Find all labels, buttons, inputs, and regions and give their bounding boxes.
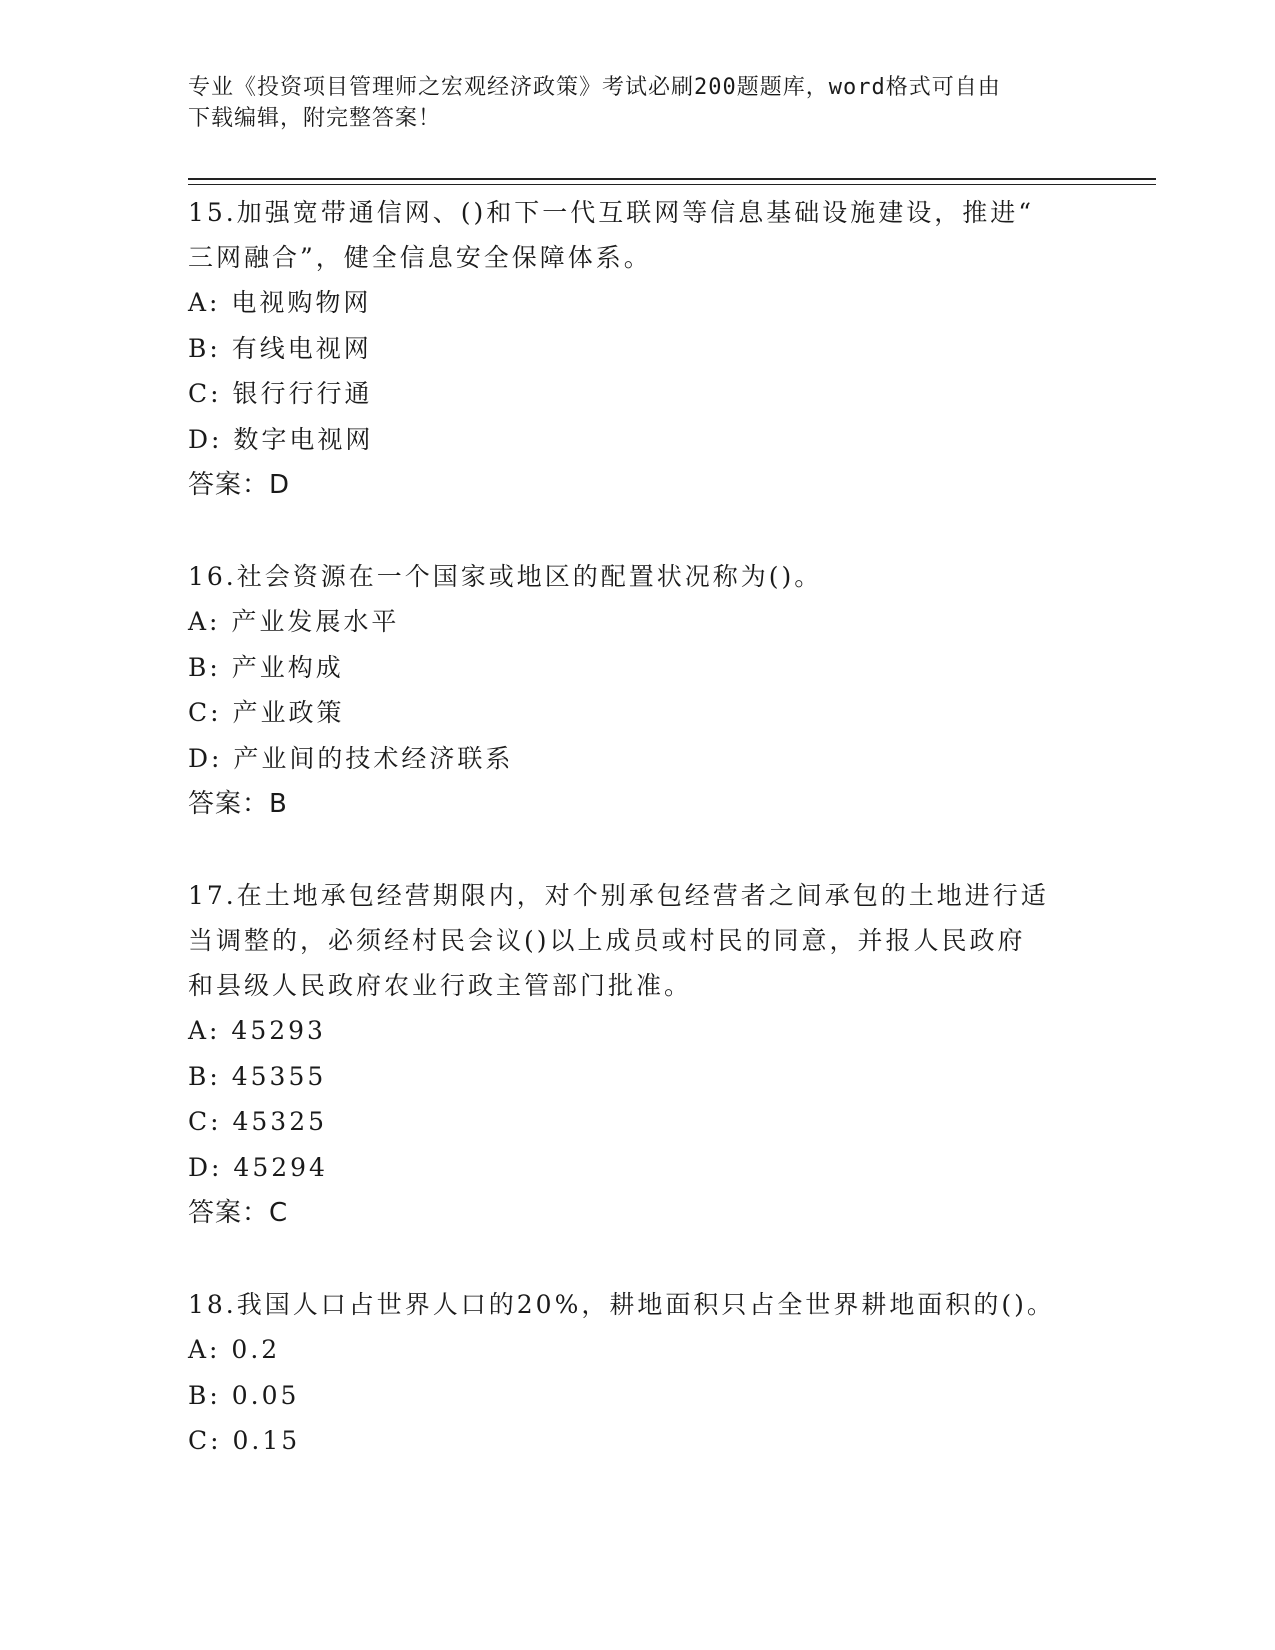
header-divider-thin <box>188 184 1156 185</box>
question-18 <box>188 1282 1088 1464</box>
option-a: A: 电视购物网 <box>188 288 372 317</box>
header-line-1: 专业《投资项目管理师之宏观经济政策》考试必刷200题题库，word格式可自由 <box>188 75 1001 100</box>
option-a: A: 45293 <box>188 1016 326 1045</box>
answer: 答案：B <box>188 789 288 819</box>
stem-line: 16.社会资源在一个国家或地区的配置状况称为()。 <box>188 562 823 591</box>
option-c: C: 0.15 <box>188 1426 301 1455</box>
stem-line: 17.在土地承包经营期限内，对个别承包经营者之间承包的土地进行适 <box>188 881 1049 910</box>
option-d: D: 产业间的技术经济联系 <box>188 743 514 773</box>
option-c: C: 产业政策 <box>188 698 345 727</box>
question-stem <box>188 873 1088 1008</box>
question-stem <box>188 190 1088 280</box>
question-stem <box>188 1282 1088 1327</box>
option-b: B: 0.05 <box>188 1380 300 1410</box>
option-c: C: 银行行行通 <box>188 379 373 408</box>
option-b: B: 产业构成 <box>188 652 344 682</box>
stem-line: 三网融合”，健全信息安全保障体系。 <box>188 243 652 272</box>
option-d: D: 数字电视网 <box>188 424 374 454</box>
answer: 答案：C <box>188 1198 289 1228</box>
option-d: D: 45294 <box>188 1152 328 1182</box>
option-b: B: 45355 <box>188 1061 327 1091</box>
option-a: A: 产业发展水平 <box>188 607 400 636</box>
question-16 <box>188 554 1088 827</box>
header-divider-thick <box>188 178 1156 180</box>
document-header <box>188 72 1088 134</box>
answer: 答案：D <box>188 470 291 500</box>
stem-line: 当调整的，必须经村民会议()以上成员或村民的同意，并报人民政府 <box>188 926 1026 955</box>
question-list <box>188 190 1088 1510</box>
question-15 <box>188 190 1088 508</box>
question-stem <box>188 554 1088 599</box>
stem-line: 和县级人民政府农业行政主管部门批准。 <box>188 971 693 1000</box>
question-17 <box>188 873 1088 1236</box>
option-b: B: 有线电视网 <box>188 333 372 363</box>
option-a: A: 0.2 <box>188 1335 281 1364</box>
header-line-2: 下载编辑，附完整答案！ <box>188 106 442 131</box>
stem-line: 18.我国人口占世界人口的20%，耕地面积只占全世界耕地面积的()。 <box>188 1290 1055 1319</box>
stem-line: 15.加强宽带通信网、()和下一代互联网等信息基础设施建设，推进“ <box>188 198 1035 227</box>
option-c: C: 45325 <box>188 1107 328 1136</box>
